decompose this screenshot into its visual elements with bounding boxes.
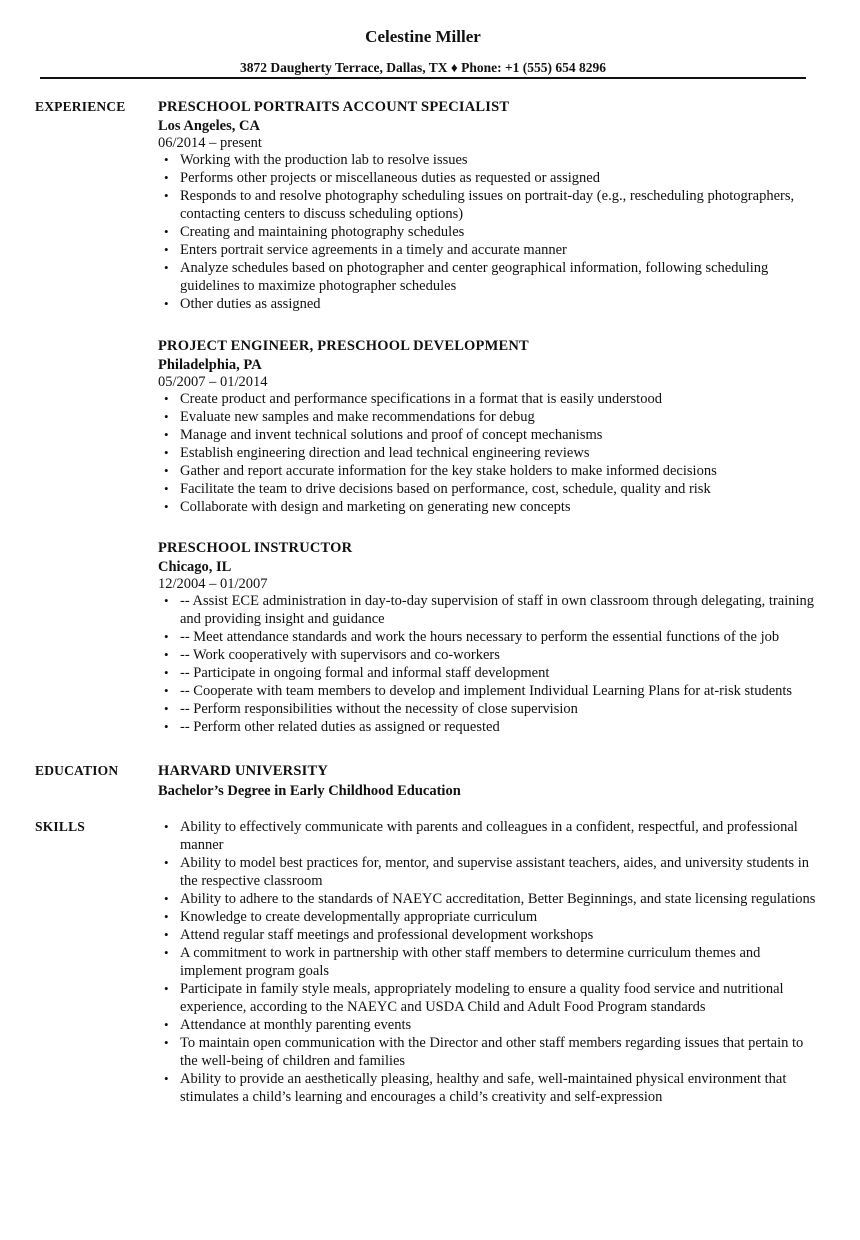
job-location: Chicago, IL bbox=[158, 559, 232, 575]
degree: Bachelor’s Degree in Early Childhood Education bbox=[158, 783, 461, 799]
list-item: • Attend regular staff meetings and professional development workshops bbox=[158, 926, 818, 944]
list-item: • -- Perform other related duties as assigned or requested bbox=[158, 718, 818, 736]
list-item: • Attendance at monthly parenting events bbox=[158, 1016, 818, 1034]
job-title: PROJECT ENGINEER, PRESCHOOL DEVELOPMENT bbox=[158, 338, 529, 354]
list-item: • -- Cooperate with team members to develop and implement Individual Learning Plans for at-risk students bbox=[158, 682, 818, 700]
job-title: PRESCHOOL PORTRAITS ACCOUNT SPECIALIST bbox=[158, 99, 510, 115]
list-item: • Responds to and resolve photography scheduling issues on portrait-day (e.g., rescheduling photographers, contacting centers to discuss scheduling options) bbox=[158, 187, 818, 223]
job-dates: 05/2007 – 01/2014 bbox=[158, 374, 268, 390]
list-item: • Create product and performance specifications in a format that is easily understood bbox=[158, 390, 818, 408]
list-item: • Ability to model best practices for, mentor, and supervise assistant teachers, aides, and university students in the respective classroom bbox=[158, 854, 818, 890]
list-item: • Ability to effectively communicate with parents and colleagues in a confident, respectful, and professional manner bbox=[158, 818, 818, 854]
education-entry bbox=[158, 762, 818, 801]
list-item: • -- Participate in ongoing formal and informal staff development bbox=[158, 664, 818, 682]
job-bullets bbox=[158, 592, 818, 736]
experience-heading: EXPERIENCE bbox=[35, 99, 126, 114]
list-item: • Ability to adhere to the standards of NAEYC accreditation, Better Beginnings, and state licensing regulations bbox=[158, 890, 818, 908]
list-item: • A commitment to work in partnership with other staff members to determine curriculum themes and implement program goals bbox=[158, 944, 818, 980]
list-item: • Gather and report accurate information for the key stake holders to make informed decisions bbox=[158, 462, 818, 480]
list-item: • To maintain open communication with the Director and other staff members regarding issues that pertain to the well-being of children and families bbox=[158, 1034, 818, 1070]
job-location: Los Angeles, CA bbox=[158, 118, 260, 134]
list-item: • Creating and maintaining photography schedules bbox=[158, 223, 818, 241]
list-item: • Knowledge to create developmentally appropriate curriculum bbox=[158, 908, 818, 926]
list-item: • Facilitate the team to drive decisions based on performance, cost, schedule, quality and risk bbox=[158, 480, 818, 498]
job-dates: 12/2004 – 01/2007 bbox=[158, 576, 268, 592]
header-divider bbox=[40, 77, 806, 79]
list-item: • Manage and invent technical solutions and proof of concept mechanisms bbox=[158, 426, 818, 444]
skills-heading: SKILLS bbox=[35, 819, 85, 834]
list-item: • Performs other projects or miscellaneous duties as requested or assigned bbox=[158, 169, 818, 187]
contact-line: 3872 Daugherty Terrace, Dallas, TX ♦ Phone: +1 (555) 654 8296 bbox=[239, 60, 607, 75]
list-item: • Evaluate new samples and make recommendations for debug bbox=[158, 408, 818, 426]
skills-list bbox=[158, 818, 818, 1106]
job-entry bbox=[158, 98, 818, 313]
job-bullets bbox=[158, 151, 818, 313]
list-item: • Analyze schedules based on photographer and center geographical information, following scheduling guidelines to maximize photographer schedules bbox=[158, 259, 818, 295]
school-name: HARVARD UNIVERSITY bbox=[158, 763, 329, 779]
list-item: • Establish engineering direction and lead technical engineering reviews bbox=[158, 444, 818, 462]
list-item: • Collaborate with design and marketing on generating new concepts bbox=[158, 498, 818, 516]
education-heading: EDUCATION bbox=[35, 763, 119, 778]
list-item: • -- Work cooperatively with supervisors and co-workers bbox=[158, 646, 818, 664]
list-item: • Other duties as assigned bbox=[158, 295, 818, 313]
resume-name: Celestine Miller bbox=[365, 27, 481, 46]
list-item: • -- Meet attendance standards and work the hours necessary to perform the essential functions of the job bbox=[158, 628, 818, 646]
job-title: PRESCHOOL INSTRUCTOR bbox=[158, 540, 353, 556]
job-entry bbox=[158, 539, 818, 736]
list-item: • Participate in family style meals, appropriately modeling to ensure a quality food service and nutritional experience, according to the NAEYC and USDA Child and Adult Food Program standards bbox=[158, 980, 818, 1016]
job-bullets bbox=[158, 390, 818, 516]
job-dates: 06/2014 – present bbox=[158, 135, 262, 151]
skills-entry bbox=[158, 818, 818, 1106]
list-item: • -- Assist ECE administration in day-to-day supervision of staff in own classroom through delegating, training and providing insight and guidance bbox=[158, 592, 818, 628]
list-item: • -- Perform responsibilities without the necessity of close supervision bbox=[158, 700, 818, 718]
list-item: • Enters portrait service agreements in a timely and accurate manner bbox=[158, 241, 818, 259]
list-item: • Working with the production lab to resolve issues bbox=[158, 151, 818, 169]
job-entry bbox=[158, 337, 818, 516]
list-item: • Ability to provide an aesthetically pleasing, healthy and safe, well-maintained physical environment that stimulates a child’s learning and encourages a child’s creativity and self-expression bbox=[158, 1070, 818, 1106]
job-location: Philadelphia, PA bbox=[158, 357, 262, 373]
